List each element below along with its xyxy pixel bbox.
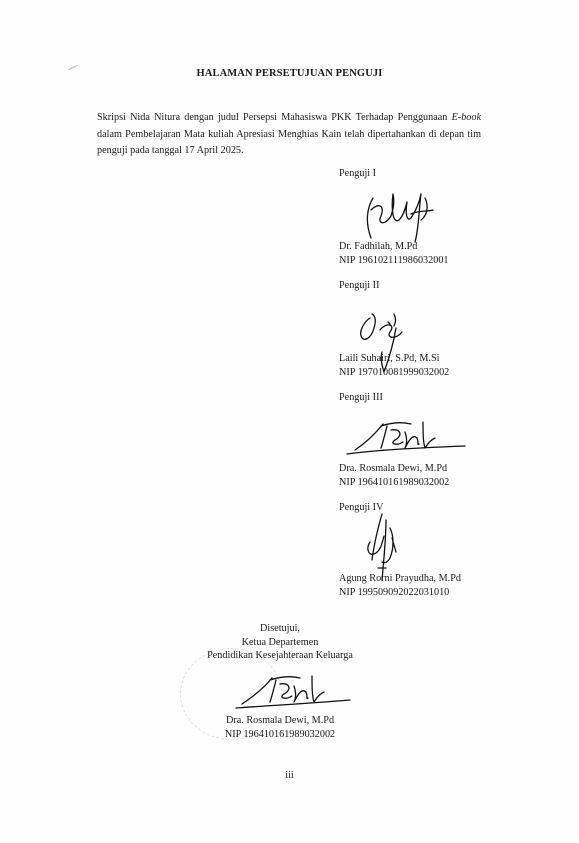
examiner-1-details	[339, 240, 449, 267]
examiner-2-label: Penguji II	[339, 280, 380, 291]
examiner-3-signature	[345, 412, 470, 457]
paragraph-italic-term: E-book	[451, 112, 481, 123]
examiner-4-name: Agung Rorni Prayudha, M.Pd	[339, 573, 461, 584]
approval-line-approved: Disetujui,	[260, 623, 300, 634]
approval-heading	[180, 622, 380, 663]
approval-paragraph	[97, 110, 481, 160]
examiner-4-label: Penguji IV	[339, 502, 384, 513]
examiner-1-name: Dr. Fadhilah, M.Pd	[339, 241, 418, 252]
paragraph-text-end: dalam Pembelajaran Mata kuliah Apresiasi Menghias Kain telah dipertahankan di depan tim penguji pada tanggal 17 April 2025.	[97, 128, 481, 156]
paragraph-text-start: Skripsi Nida Nitura dengan judul Persepsi Mahasiswa PKK Terhadap Penggunaan	[97, 112, 452, 123]
examiner-2-details	[339, 352, 449, 379]
examiner-2-nip: NIP 197010081999032002	[339, 366, 450, 378]
page-number: iii	[285, 770, 294, 781]
approval-line-department: Pendidikan Kesejahteraan Keluarga	[207, 650, 353, 661]
examiner-3-details	[339, 462, 449, 489]
approval-name: Dra. Rosmala Dewi, M.Pd	[225, 715, 335, 726]
examiner-4-nip: NIP 199509092022031010	[339, 586, 450, 598]
examiner-3-name: Dra. Rosmala Dewi, M.Pd	[339, 463, 448, 474]
examiner-3-nip: NIP 196410161989032002	[339, 476, 450, 488]
examiner-1-label: Penguji I	[339, 168, 377, 179]
approval-signature	[232, 668, 354, 713]
examiner-3-label: Penguji III	[339, 392, 383, 403]
approval-signatory	[180, 714, 380, 741]
approval-nip: NIP 196410161989032002	[224, 728, 336, 740]
examiner-2-name: Laili Suhairi, S.Pd, M.Si	[339, 353, 440, 364]
approval-line-position: Ketua Departemen	[241, 636, 319, 648]
examiner-4-details	[339, 572, 461, 599]
page-title: HALAMAN PERSETUJUAN PENGUJI	[196, 68, 383, 79]
examiner-1-nip: NIP 196102111986032001	[339, 254, 449, 266]
